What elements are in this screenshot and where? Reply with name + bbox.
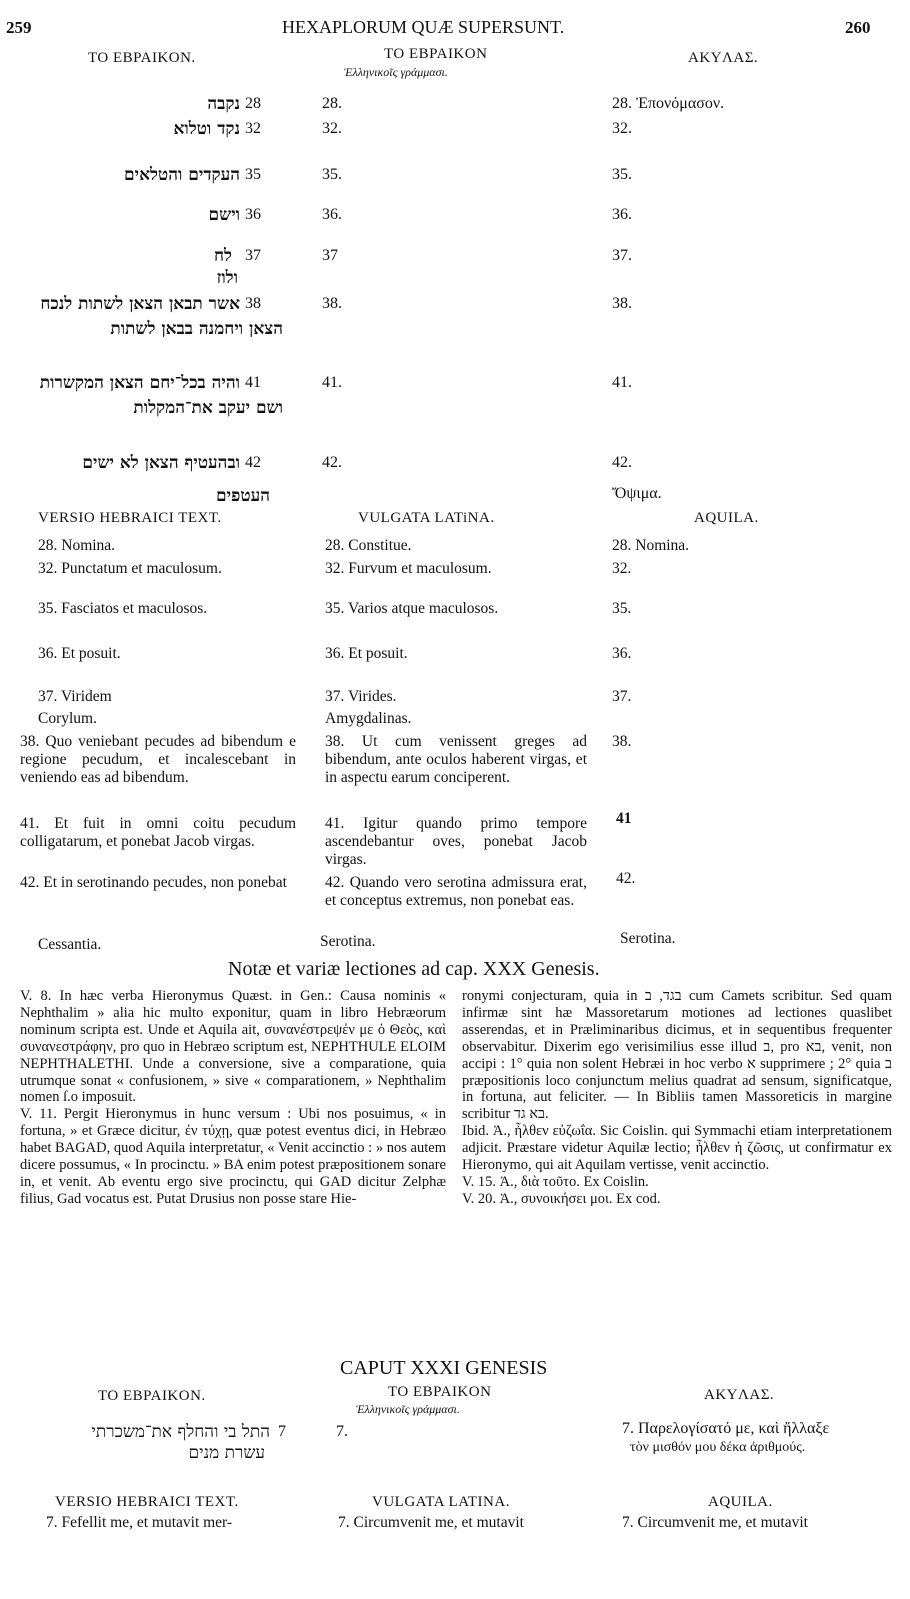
verse-number: 41 bbox=[245, 374, 261, 391]
versio-cell: Cessantia. bbox=[38, 936, 102, 953]
versio-cell: 38. Quo veniebant pecudes ad bibendum e regione pecudum, et incalescebant in veniendo eas ad bibendum. bbox=[20, 733, 296, 786]
col-head-aquila: AKYΛAΣ. bbox=[688, 50, 759, 66]
hebrew-text: נקבה bbox=[207, 94, 240, 114]
aquila-latin-cell: 36. bbox=[612, 645, 632, 662]
page-number-right: 260 bbox=[845, 18, 871, 37]
hebrew-text: לח bbox=[213, 246, 232, 266]
page-number-left: 259 bbox=[6, 18, 32, 37]
versio-cell: 36. Et posuit. bbox=[38, 645, 121, 662]
note-paragraph: Ibid. Ἀ., ἦλθεν εὐζωΐα. Sic Coislin. qui Symmachi etiam interpretationem adjicit. Præstare videtur Aquilæ lectio; ἦλθεν ἡ ζῶσις, ut confirmatur ex Hieronymo, qui ait Aquilam vertisse, venit accinctio. bbox=[462, 1123, 892, 1174]
aquila-latin-cell: 32. bbox=[612, 560, 632, 577]
aquila-latin-cell: 35. bbox=[612, 600, 632, 617]
aquila-latin-cell: 37. bbox=[612, 688, 632, 705]
aquila-cell: 32. bbox=[612, 120, 632, 137]
note-paragraph: V. 11. Pergit Hieronymus in hunc versum : Ubi nos posuimus, « in fortuna, » et Græce dicitur, ἐν τύχῃ, quæ potest eventus dici, in Hebræo habet BAGAD, quod Aquila interpretatur, « Venit accinctio : » nos autem dicere possumus, « In procinctu. » BA enim potest præpositionem sonare in, et venit. Ab eventu ergo sive procinctu, qui GAD dicitur Zelphæ filius, Gad vocatus est. Putat Drusius non posse stare Hie- bbox=[20, 1106, 446, 1207]
notes-right-column bbox=[462, 988, 892, 1208]
col-head-greek-letters-sub: Ἑλληνικοῖς γράμμασι. bbox=[356, 1402, 460, 1416]
col-head-aquila-latin: AQUILA. bbox=[694, 510, 759, 526]
aquila-cell: 41. bbox=[612, 374, 632, 391]
col-head-hebrew: TO EBPAIKON. bbox=[88, 50, 196, 66]
verse-number: 36 bbox=[245, 206, 261, 223]
vulgata-cell: 7. Circumvenit me, et mutavit bbox=[338, 1514, 524, 1531]
col-head-aquila-latin: AQUILA. bbox=[708, 1494, 773, 1510]
aquila-latin-cell: 28. Nomina. bbox=[612, 537, 690, 554]
aquila-latin-cell: 41 bbox=[616, 810, 632, 827]
verse-number: 37 bbox=[245, 247, 261, 264]
chapter-title: CAPUT XXXI GENESIS bbox=[340, 1357, 548, 1379]
aquila-latin-cell: 38. bbox=[612, 733, 632, 750]
aquila-latin-cell: Serotina. bbox=[620, 930, 676, 947]
col-head-vulgata: VULGATA LATINA. bbox=[372, 1494, 510, 1510]
notes-title: Notæ et variæ lectiones ad cap. XXX Genesis. bbox=[228, 958, 600, 980]
hebrew-text: ושם יעקב את־המקלות bbox=[133, 398, 283, 418]
notes-left-column bbox=[20, 988, 446, 1208]
vulgata-cell: 41. Igitur quando primo tempore ascendebantur oves, ponebat Jacob virgas. bbox=[325, 815, 587, 868]
versio-cell: Corylum. bbox=[38, 710, 97, 727]
vulgata-cell: Serotina. bbox=[320, 933, 376, 950]
greek-letters-cell: 7. bbox=[336, 1423, 348, 1440]
versio-cell: 37. Viridem bbox=[38, 688, 112, 705]
greek-letters-cell: 37 bbox=[322, 247, 338, 264]
verse-number: 28 bbox=[245, 95, 261, 112]
hebrew-text: נקד וטלוא bbox=[173, 119, 240, 139]
vulgata-cell: 28. Constitue. bbox=[325, 537, 412, 554]
aquila-cell: Ὄψιμα. bbox=[612, 485, 662, 502]
hebrew-text: ולוז bbox=[216, 268, 238, 288]
note-paragraph: V. 8. In hæc verba Hieronymus Quæst. in Gen.: Causa nominis « Nephthalim » alia hic multo exponitur, quam in libro Hebræorum nominum scripta est. Unde et Aquila ait, συνανέστρεψέν με ὁ Θεὸς, καὶ συνανεστράφην, pro quo in Hebræo scriptum est, NEPHTHULE ELOIM NEPHTHALETHI. Unde a conversione, sive a comparatione, quia utrumque sonat « confusionem, » sive « comparationem, » Nephthalim nomen ſ.o imposuit. bbox=[20, 988, 446, 1106]
greek-letters-cell: 35. bbox=[322, 166, 342, 183]
greek-letters-cell: 28. bbox=[322, 95, 342, 112]
greek-letters-cell: 38. bbox=[322, 295, 342, 312]
hebrew-text: והיה בכל־יחם הצאן המקשרות bbox=[39, 373, 240, 393]
versio-cell: 7. Fefellit me, et mutavit mer- bbox=[46, 1514, 233, 1531]
versio-cell: 41. Et fuit in omni coitu pecudum colligatarum, et ponebat Jacob virgas. bbox=[20, 815, 296, 850]
hebrew-text: אשר תבאן הצאן לשתות לנכח bbox=[40, 294, 240, 314]
note-paragraph: ronymi conjecturam, quia in בגד, ב cum Camets scribitur. Sed quam infirmæ sint hæ Massoretarum motiones ad lectiones quaslibet asserendas, et in Præliminaribus dicimus, et in sequentibus frequenter observabitur. Dixerim ego verisimilius esse illud ב, pro בא, venit, non accipi : 1° quia non solent Hebræi in hoc verbo א supprimere ; 2° quia ב præpositionis loco conjunctum melius quadrat ad sensum, significatque, in fortuna, aut feliciter. — In Bibliis tamen Massoreticis in margine scribitur בא גד. bbox=[462, 988, 892, 1123]
verse-number: 7 bbox=[278, 1423, 286, 1440]
aquila-cell: 35. bbox=[612, 166, 632, 183]
greek-letters-cell: 41. bbox=[322, 374, 342, 391]
col-head-hebrew: TO EBPAIKON. bbox=[98, 1388, 206, 1404]
aquila-cell: τὸν μισθόν μου δέκα ἀριθμούς. bbox=[630, 1440, 806, 1455]
col-head-versio: VERSIO HEBRAICI TEXT. bbox=[55, 1494, 239, 1510]
note-paragraph: V. 15. Ἀ., διὰ τοῦτο. Ex Coislin. bbox=[462, 1173, 649, 1190]
hebrew-text: העטפים bbox=[216, 486, 270, 506]
aquila-cell: 38. bbox=[612, 295, 632, 312]
aquila-cell: 28. Ἐπονόμασον. bbox=[612, 95, 725, 112]
hebrew-text: וישם bbox=[208, 205, 240, 225]
hebrew-text: הצאן ויחמנה בבאן לשתות bbox=[110, 319, 283, 339]
aquila-cell: 37. bbox=[612, 247, 632, 264]
verse-number: 38 bbox=[245, 295, 261, 312]
hebrew-text: התל בי והחלף את־משכרתי bbox=[91, 1422, 270, 1442]
vulgata-cell: 35. Varios atque maculosos. bbox=[325, 600, 499, 617]
aquila-latin-cell: 42. bbox=[616, 870, 636, 887]
hebrew-text: עשרת מנים bbox=[188, 1443, 265, 1463]
col-head-greek-letters-sub: Ἑλληνικοῖς γράμμασι. bbox=[344, 65, 448, 79]
col-head-vulgata: VULGATA LATiNA. bbox=[358, 510, 495, 526]
vulgata-cell: 38. Ut cum venissent greges ad bibendum, ante oculos haberent virgas, et in aspectu earum conciperent. bbox=[325, 733, 587, 786]
greek-letters-cell: 36. bbox=[322, 206, 342, 223]
col-head-greek-letters: TO EBPAIKON bbox=[388, 1384, 492, 1400]
verse-number: 32 bbox=[245, 120, 261, 137]
col-head-greek-letters: TO EBPAIKON bbox=[384, 46, 488, 62]
aquila-latin-cell: 7. Circumvenit me, et mutavit bbox=[622, 1514, 808, 1531]
greek-letters-cell: 42. bbox=[322, 454, 342, 471]
greek-letters-cell: 32. bbox=[322, 120, 342, 137]
versio-cell: 28. Nomina. bbox=[38, 537, 116, 554]
versio-cell: 42. Et in serotinando pecudes, non ponebat bbox=[20, 874, 287, 891]
verse-number: 42 bbox=[245, 454, 261, 471]
col-head-aquila: AKYΛAΣ. bbox=[704, 1387, 775, 1403]
col-head-versio: VERSIO HEBRAICI TEXT. bbox=[38, 510, 222, 526]
vulgata-cell: 32. Furvum et maculosum. bbox=[325, 560, 492, 577]
versio-cell: 35. Fasciatos et maculosos. bbox=[38, 600, 208, 617]
hebrew-text: העקדים והטלאים bbox=[124, 165, 240, 185]
vulgata-cell: 42. Quando vero serotina admissura erat, et conceptus extremus, non ponebat eas. bbox=[325, 874, 587, 909]
vulgata-cell: 36. Et posuit. bbox=[325, 645, 408, 662]
hebrew-text: ובהעטיף הצאן לא ישים bbox=[82, 453, 240, 473]
versio-cell: 32. Punctatum et maculosum. bbox=[38, 560, 222, 577]
aquila-cell: 42. bbox=[612, 454, 632, 471]
verse-number: 35 bbox=[245, 166, 261, 183]
note-paragraph: V. 20. Ἀ., συνοικήσει μοι. Ex cod. bbox=[462, 1190, 661, 1207]
vulgata-cell: 37. Virides. bbox=[325, 688, 397, 705]
running-title: HEXAPLORUM QUÆ SUPERSUNT. bbox=[282, 17, 565, 37]
aquila-cell: 36. bbox=[612, 206, 632, 223]
vulgata-cell: Amygdalinas. bbox=[325, 710, 412, 727]
aquila-cell: 7. Παρελογίσατό με, καὶ ἤλλαξε bbox=[622, 1420, 830, 1437]
